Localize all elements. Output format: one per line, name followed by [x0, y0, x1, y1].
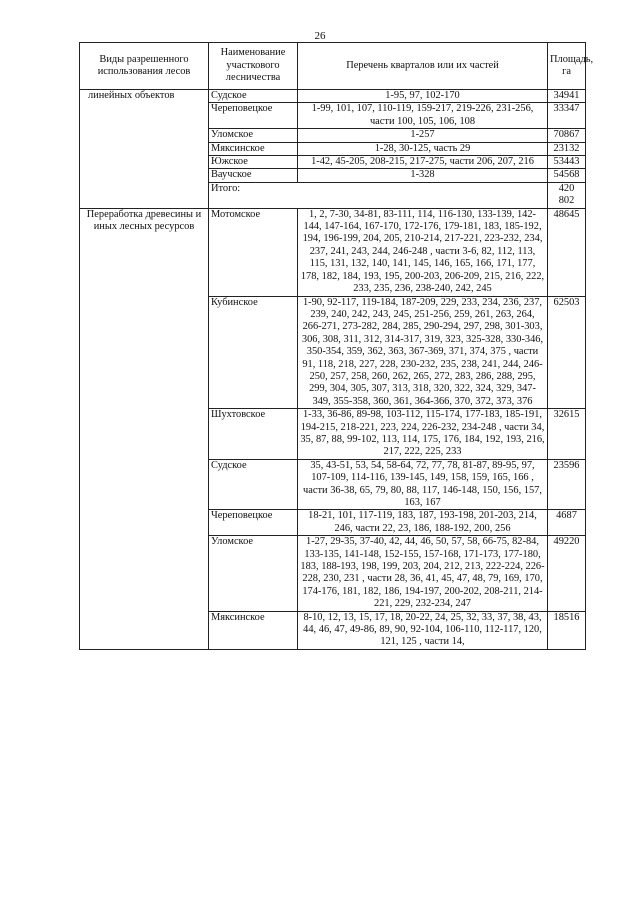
district-cell: Череповецкое	[209, 510, 298, 536]
district-cell: Южское	[209, 156, 298, 169]
district-cell: Кубинское	[209, 296, 298, 409]
area-cell: 33347	[548, 103, 586, 129]
table-header-row	[80, 43, 586, 90]
quarters-cell: 1-95, 97, 102-170	[298, 90, 548, 103]
area-cell: 70867	[548, 129, 586, 142]
total-area: 420 802	[548, 182, 586, 208]
page-number: 26	[314, 30, 326, 42]
quarters-cell: 1-28, 30-125, часть 29	[298, 142, 548, 155]
area-cell: 23596	[548, 459, 586, 510]
area-cell: 54568	[548, 169, 586, 182]
district-cell: Судское	[209, 90, 298, 103]
district-cell: Мяксинское	[209, 142, 298, 155]
district-cell: Уломское	[209, 129, 298, 142]
use-type-cell: линейных объектов	[80, 90, 209, 209]
quarters-cell: 1-90, 92-117, 119-184, 187-209, 229, 233, 234, 236, 237, 239, 240, 242, 243, 245, 251-256, 259, 261, 263, 264, 266-271, 273-282, 284, 285, 290-294, 297, 298, 301-303, 306, 308, 311, 312, 314-317, 319, 323, 325-328, 330-346, 350-354, 359, 362, 363, 367-369, 371, 374, 375 , части 91, 118, 218, 227, 228, 230-232, 235, 238, 241, 244, 246-250, 257, 258, 260, 262, 265, 272, 283, 286, 288, 295, 299, 304, 305, 307, 313, 318, 320, 322, 324, 329, 347-349, 355-358, 360, 361, 364-366, 370, 372, 373, 376	[298, 296, 548, 409]
quarters-cell: 1, 2, 7-30, 34-81, 83-111, 114, 116-130, 133-139, 142-144, 147-164, 167-170, 172-176, 179-181, 183, 185-192, 194, 196-199, 204, 205, 210-214, 217-221, 223-232, 234, 237, 241, 243, 244, 246-248 , части 3-6, 82, 112, 113, 115, 131, 132, 140, 141, 145, 146, 165, 166, 171, 177, 178, 182, 184, 193, 195, 200-203, 206-209, 215, 216, 222, 233, 235, 236, 238-240, 242, 245	[298, 208, 548, 296]
total-label: Итого:	[209, 182, 548, 208]
district-cell: Уломское	[209, 536, 298, 611]
quarters-cell: 1-27, 29-35, 37-40, 42, 44, 46, 50, 57, 58, 66-75, 82-84, 133-135, 141-148, 152-155, 157-168, 171-173, 177-180, 183, 188-193, 198, 199, 203, 204, 212, 213, 222-224, 226-228, 230, 231 , части 28, 36, 41, 45, 47, 48, 79, 169, 170, 174-176, 181, 182, 186, 194-197, 200-202, 208-211, 214-221, 229, 232-234, 247	[298, 536, 548, 611]
quarters-cell: 1-42, 45-205, 208-215, 217-275, части 206, 207, 216	[298, 156, 548, 169]
district-cell: Мотомское	[209, 208, 298, 296]
area-cell: 62503	[548, 296, 586, 409]
district-cell: Судское	[209, 459, 298, 510]
quarters-cell: 8-10, 12, 13, 15, 17, 18, 20-22, 24, 25, 32, 33, 37, 38, 43, 44, 46, 47, 49-86, 89, 90, 92-104, 106-110, 112-117, 120, 121, 125 , части 14,	[298, 611, 548, 649]
quarters-cell: 1-99, 101, 107, 110-119, 159-217, 219-226, 231-256, части 100, 105, 106, 108	[298, 103, 548, 129]
table-row	[80, 90, 586, 103]
quarters-cell: 35, 43-51, 53, 54, 58-64, 72, 77, 78, 81-87, 89-95, 97, 107-109, 114-116, 139-145, 149, 158, 159, 165, 166 , части 36-38, 65, 79, 80, 88, 117, 146-148, 150, 156, 157, 163, 167	[298, 459, 548, 510]
quarters-cell: 1-33, 36-86, 89-98, 103-112, 115-174, 177-183, 185-191, 194-215, 218-221, 223, 224, 226-232, 234-248 , части 34, 35, 87, 88, 99-102, 113, 114, 175, 176, 184, 192, 193, 216, 217, 222, 225, 233	[298, 409, 548, 460]
area-cell: 53443	[548, 156, 586, 169]
district-cell: Мяксинское	[209, 611, 298, 649]
district-cell: Ваучское	[209, 169, 298, 182]
quarters-cell: 18-21, 101, 117-119, 183, 187, 193-198, 201-203, 214, 246, части 22, 23, 186, 188-192, 200, 256	[298, 510, 548, 536]
area-cell: 48645	[548, 208, 586, 296]
area-cell: 32615	[548, 409, 586, 460]
area-cell: 4687	[548, 510, 586, 536]
header-quarters: Перечень кварталов или их частей	[298, 43, 548, 90]
header-district: Наименование участкового лесничества	[209, 43, 298, 90]
header-area: Площадь, га	[548, 43, 586, 90]
district-cell: Шухтовское	[209, 409, 298, 460]
table-row	[80, 208, 586, 296]
area-cell: 34941	[548, 90, 586, 103]
quarters-cell: 1-328	[298, 169, 548, 182]
use-type-cell: Переработка древесины и иных лесных ресурсов	[80, 208, 209, 649]
area-cell: 49220	[548, 536, 586, 611]
area-cell: 23132	[548, 142, 586, 155]
district-cell: Череповецкое	[209, 103, 298, 129]
area-cell: 18516	[548, 611, 586, 649]
forest-use-table	[79, 42, 594, 650]
header-use: Виды разрешенного использования лесов	[80, 43, 209, 90]
quarters-cell: 1-257	[298, 129, 548, 142]
